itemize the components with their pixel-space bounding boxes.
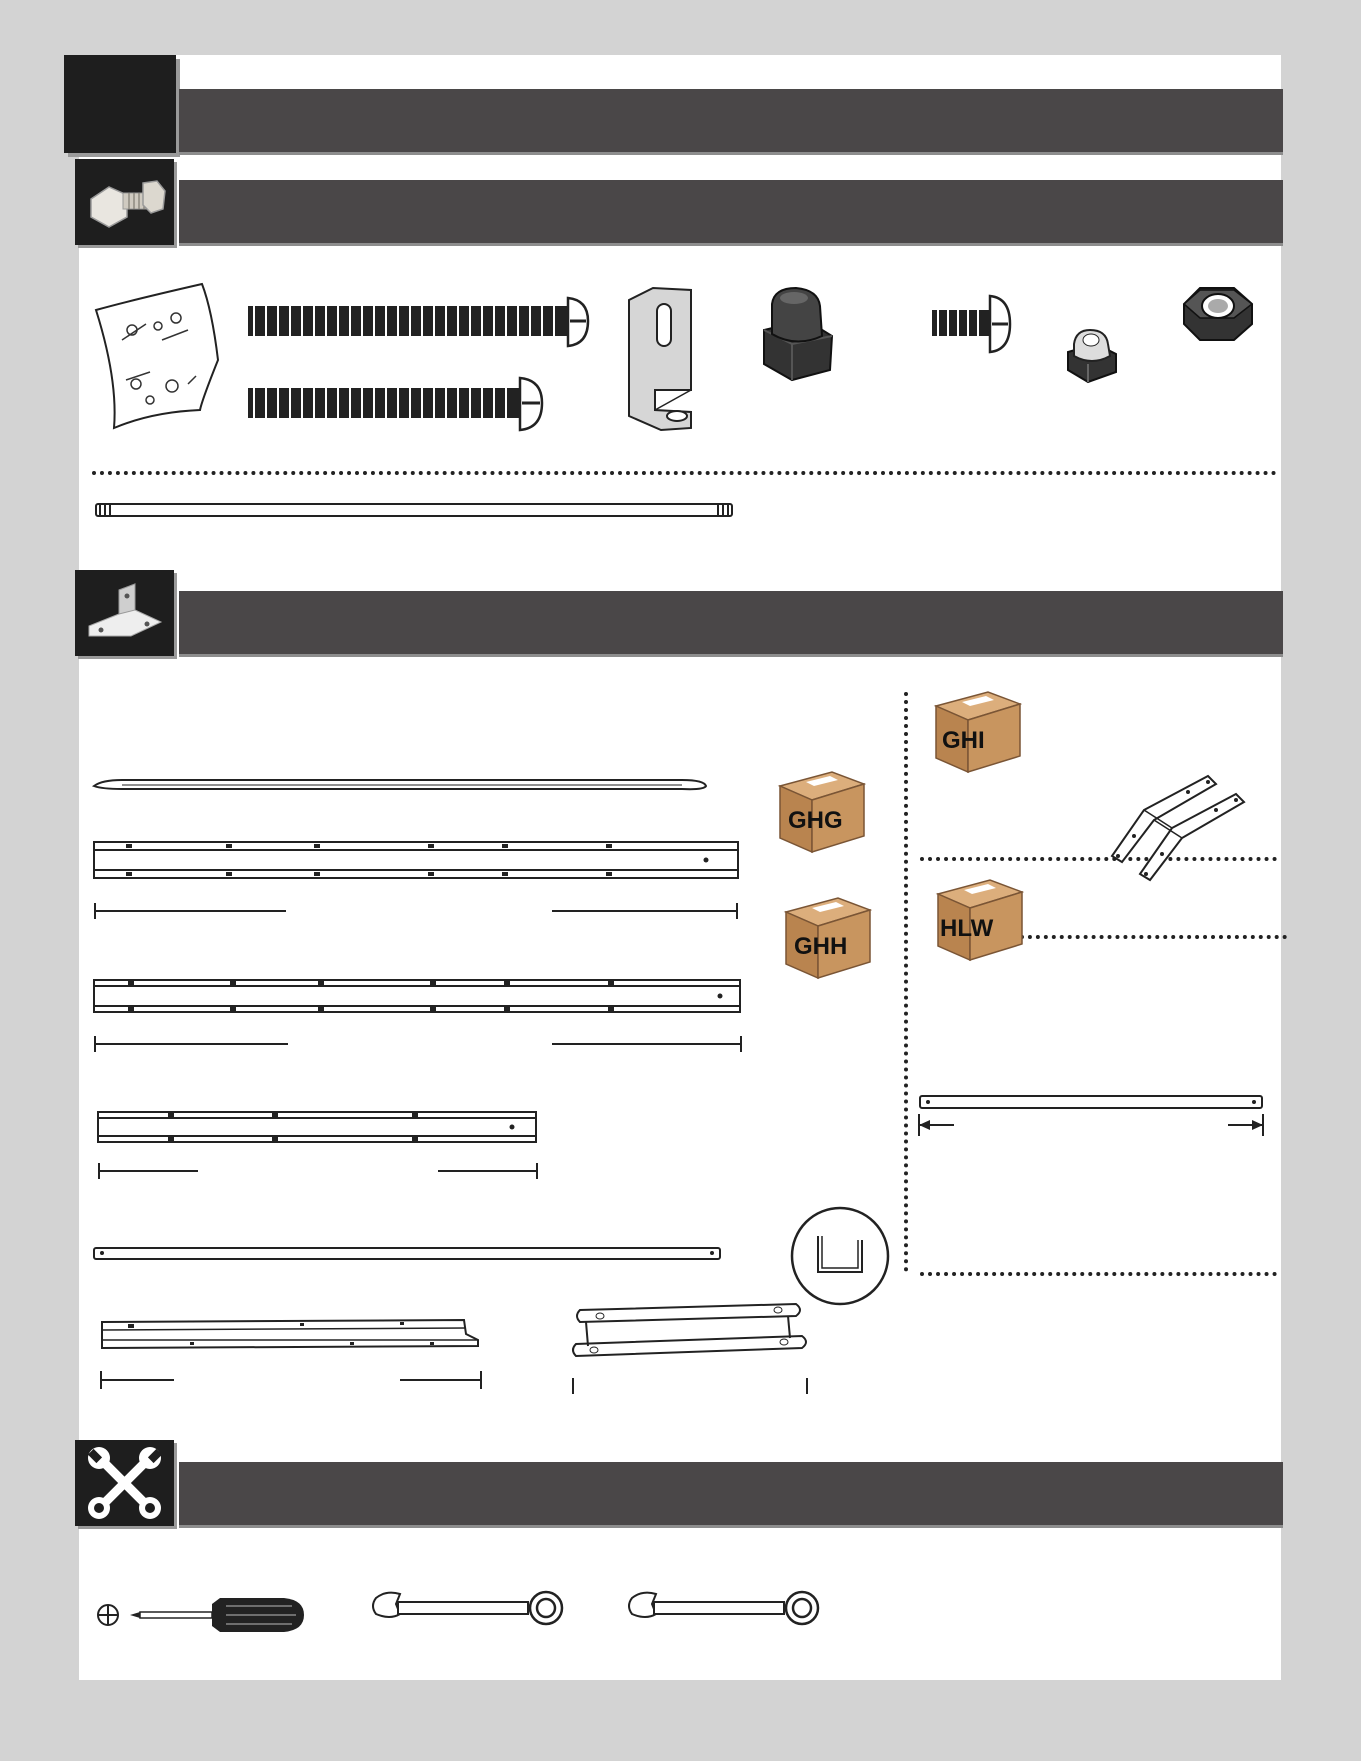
carton-ghh-label: GHH [794,933,848,960]
cap-nut [750,284,846,384]
threaded-rod [96,500,732,520]
long-bolt [246,296,586,356]
hex-nut [1180,280,1256,350]
hlw-flat-bar [918,1094,1264,1110]
carton-ghi [932,686,1022,780]
flat-strip [92,1246,722,1262]
medium-bolt [246,378,546,438]
bracket-icon [75,570,174,656]
thin-rail [92,776,708,792]
carton-ghh [782,892,872,986]
length-dimension-hlw [918,1114,1264,1136]
short-screw [930,294,1010,358]
step-title [179,108,197,133]
phillips-screwdriver [96,1590,308,1640]
tools-section-bar [179,1462,1283,1528]
length-dimension-1 [94,903,738,919]
hardware-divider [92,471,1277,475]
crossed-wrenches-icon [75,1440,174,1526]
hardware-section-title [179,199,197,224]
small-lock-nut [1062,326,1122,386]
step-number-box [64,55,176,153]
combination-wrench-2 [624,1588,820,1634]
long-channel-rail-2 [92,978,742,1014]
parts-section-title [179,610,197,635]
hardware-bag [92,280,222,430]
carton-ghg-label: GHG [788,807,843,834]
short-channel-rail [96,1110,538,1144]
tools-section-title [179,1481,197,1506]
hardware-section-bar [179,180,1283,246]
carton-hlw [934,874,1024,968]
carton-hlw-label: HLW [940,915,994,942]
combination-wrench-1 [368,1588,564,1634]
step-title-bar [179,89,1283,155]
slotted-angle-rail [100,1318,480,1354]
length-dimension-2 [94,1036,742,1052]
length-dimension-4 [100,1371,482,1389]
long-channel-rail-1 [92,840,740,880]
length-dimension-3 [98,1163,538,1179]
parts-divider-vertical [904,692,908,1272]
hlw-bottom-divider [920,1272,1277,1276]
length-dimension-5 [572,1378,808,1394]
hlw-divider [1012,935,1287,939]
l-bracket [625,286,695,432]
angled-bracket-pair [1108,770,1252,886]
short-angle-bar [570,1300,810,1360]
carton-ghi-label: GHI [942,727,985,754]
profile-detail-circle [790,1206,890,1306]
bolt-nut-icon [75,159,174,245]
carton-ghg [776,766,866,860]
parts-section-bar [179,591,1283,657]
